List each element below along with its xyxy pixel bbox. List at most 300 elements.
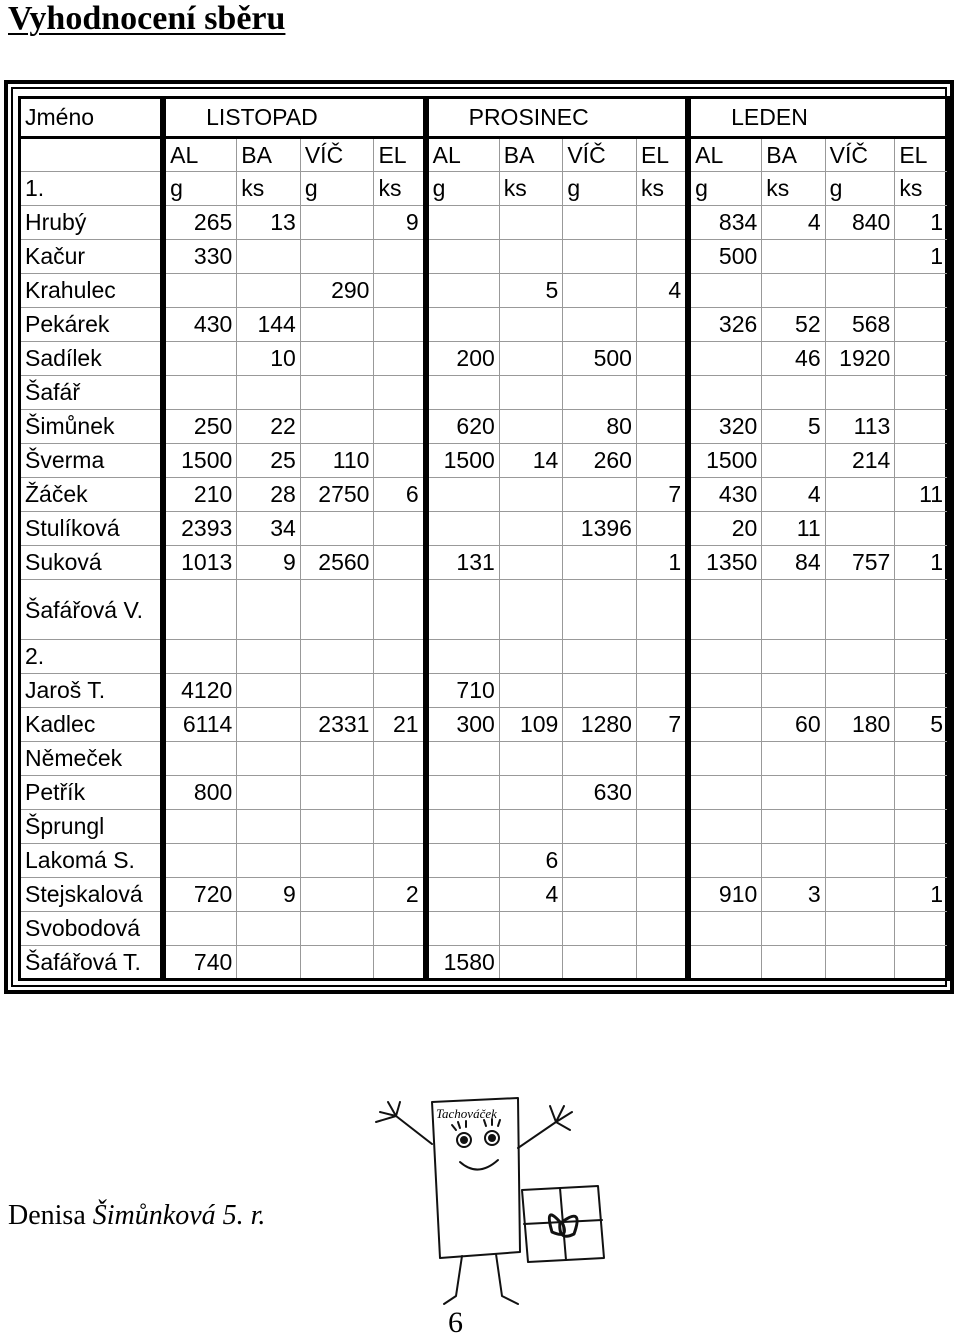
data-cell: 46 (762, 342, 825, 376)
data-cell: 800 (163, 776, 237, 810)
data-cell: 840 (825, 206, 895, 240)
data-cell (163, 274, 237, 308)
data-cell (426, 580, 500, 640)
data-cell (237, 674, 301, 708)
data-cell (563, 878, 637, 912)
data-cell: 21 (374, 708, 426, 742)
table-row (20, 776, 949, 810)
data-cell (563, 946, 637, 980)
data-cell (237, 810, 301, 844)
data-cell (300, 742, 374, 776)
data-cell: 757 (825, 546, 895, 580)
data-cell: 4120 (163, 674, 237, 708)
data-cell (499, 546, 563, 580)
data-cell (762, 674, 825, 708)
data-cell (636, 580, 688, 640)
data-cell (300, 580, 374, 640)
data-cell (237, 776, 301, 810)
data-cell (163, 810, 237, 844)
data-cell (636, 308, 688, 342)
row-name: Němeček (20, 742, 164, 776)
data-cell (237, 640, 301, 674)
material-header: EL (895, 138, 949, 172)
data-cell: 290 (300, 274, 374, 308)
data-cell (163, 742, 237, 776)
data-cell: 1280 (563, 708, 637, 742)
row-name: Šverma (20, 444, 164, 478)
unit-header: g (426, 172, 500, 206)
data-cell: 630 (563, 776, 637, 810)
row-name: Stulíková (20, 512, 164, 546)
data-cell (300, 912, 374, 946)
data-cell: 1013 (163, 546, 237, 580)
unit-header: ks (374, 172, 426, 206)
author-last-name-class: Šimůnková 5. r. (92, 1200, 266, 1231)
data-cell (895, 308, 949, 342)
data-cell (300, 240, 374, 274)
data-cell (499, 512, 563, 546)
data-cell (563, 240, 637, 274)
unit-header: ks (636, 172, 688, 206)
data-cell (895, 810, 949, 844)
row-name: Šimůnek (20, 410, 164, 444)
data-cell (237, 946, 301, 980)
data-cell: 11 (895, 478, 949, 512)
data-cell: 11 (762, 512, 825, 546)
data-cell: 1 (895, 206, 949, 240)
row-name: Lakomá S. (20, 844, 164, 878)
data-cell: 910 (688, 878, 762, 912)
data-cell (688, 640, 762, 674)
data-cell (426, 308, 500, 342)
data-cell: 2750 (300, 478, 374, 512)
table-row (20, 274, 949, 308)
data-cell (300, 810, 374, 844)
data-cell: 4 (499, 878, 563, 912)
mascot-drawing-icon (360, 1082, 640, 1312)
data-cell (563, 640, 637, 674)
unit-header: g (163, 172, 237, 206)
data-cell (825, 640, 895, 674)
data-cell (426, 776, 500, 810)
data-cell: 1500 (688, 444, 762, 478)
row-name: Kačur (20, 240, 164, 274)
data-cell (895, 376, 949, 410)
data-cell: 180 (825, 708, 895, 742)
collection-table-frame (4, 80, 954, 994)
row-name: Stejskalová (20, 878, 164, 912)
data-cell: 6 (374, 478, 426, 512)
data-cell (300, 674, 374, 708)
table-row (20, 946, 949, 980)
material-header: BA (762, 138, 825, 172)
data-cell (762, 844, 825, 878)
data-cell (895, 512, 949, 546)
data-cell: 113 (825, 410, 895, 444)
data-cell: 430 (688, 478, 762, 512)
row-name: Šafářová V. (20, 580, 164, 640)
data-cell: 7 (636, 708, 688, 742)
data-cell: 330 (163, 240, 237, 274)
data-cell (300, 206, 374, 240)
data-cell: 300 (426, 708, 500, 742)
data-cell (636, 810, 688, 844)
data-cell (762, 912, 825, 946)
data-cell (426, 240, 500, 274)
data-cell (825, 512, 895, 546)
data-cell (499, 912, 563, 946)
data-cell: 34 (237, 512, 301, 546)
data-cell (499, 240, 563, 274)
data-cell (762, 274, 825, 308)
unit-header: ks (895, 172, 949, 206)
table-row (20, 708, 949, 742)
data-cell (374, 674, 426, 708)
data-cell (636, 206, 688, 240)
data-cell: 1500 (426, 444, 500, 478)
data-cell (895, 912, 949, 946)
table-row (20, 410, 949, 444)
mascot-caption: Tachováček (436, 1106, 497, 1121)
data-cell: 5 (762, 410, 825, 444)
data-cell (563, 674, 637, 708)
data-cell: 250 (163, 410, 237, 444)
data-cell (237, 240, 301, 274)
data-cell (237, 912, 301, 946)
table-row (20, 674, 949, 708)
data-cell (688, 776, 762, 810)
data-cell: 2331 (300, 708, 374, 742)
data-cell: 5 (499, 274, 563, 308)
data-cell (895, 844, 949, 878)
data-cell (825, 776, 895, 810)
data-cell (499, 640, 563, 674)
data-cell (762, 946, 825, 980)
data-cell (895, 742, 949, 776)
material-header: EL (374, 138, 426, 172)
data-cell (636, 376, 688, 410)
data-cell (762, 810, 825, 844)
unit-header: g (563, 172, 637, 206)
material-header: BA (237, 138, 301, 172)
data-cell (825, 240, 895, 274)
data-cell (426, 742, 500, 776)
data-cell (426, 478, 500, 512)
data-cell (636, 878, 688, 912)
data-cell (762, 240, 825, 274)
data-cell (374, 410, 426, 444)
material-header: EL (636, 138, 688, 172)
data-cell (300, 640, 374, 674)
data-cell (163, 376, 237, 410)
data-cell (374, 946, 426, 980)
row-name: Petřík (20, 776, 164, 810)
data-cell (374, 580, 426, 640)
data-cell (300, 776, 374, 810)
data-cell: 7 (636, 478, 688, 512)
data-cell (374, 308, 426, 342)
data-cell: 6114 (163, 708, 237, 742)
data-cell: 430 (163, 308, 237, 342)
data-cell (688, 742, 762, 776)
data-cell (237, 742, 301, 776)
data-cell: 1580 (426, 946, 500, 980)
data-cell (688, 580, 762, 640)
units-row (20, 172, 949, 206)
data-cell (374, 376, 426, 410)
data-cell (895, 274, 949, 308)
row-name: Hrubý (20, 206, 164, 240)
data-cell: 500 (688, 240, 762, 274)
data-cell (762, 640, 825, 674)
material-header: VÍČ (825, 138, 895, 172)
data-cell: 5 (895, 708, 949, 742)
data-cell: 200 (426, 342, 500, 376)
data-cell: 265 (163, 206, 237, 240)
data-cell (895, 946, 949, 980)
data-cell (300, 376, 374, 410)
row-name: Svobodová (20, 912, 164, 946)
table-row (20, 878, 949, 912)
data-cell (374, 742, 426, 776)
header-name-cell: Jméno (20, 98, 164, 138)
unit-header: g (300, 172, 374, 206)
data-cell (163, 342, 237, 376)
data-cell (636, 946, 688, 980)
data-cell (563, 580, 637, 640)
data-cell: 144 (237, 308, 301, 342)
data-cell (688, 912, 762, 946)
table-row (20, 742, 949, 776)
data-cell: 1 (895, 546, 949, 580)
data-cell (825, 478, 895, 512)
data-cell (688, 810, 762, 844)
table-row (20, 580, 949, 640)
data-cell: 80 (563, 410, 637, 444)
data-cell: 500 (563, 342, 637, 376)
data-cell (636, 776, 688, 810)
table-row (20, 512, 949, 546)
data-cell: 9 (237, 878, 301, 912)
data-cell (374, 776, 426, 810)
unit-header: ks (762, 172, 825, 206)
data-cell (762, 376, 825, 410)
data-cell (825, 674, 895, 708)
data-cell (163, 912, 237, 946)
material-header: BA (499, 138, 563, 172)
data-cell: 14 (499, 444, 563, 478)
data-cell (374, 240, 426, 274)
data-cell (163, 640, 237, 674)
data-cell: 4 (762, 478, 825, 512)
data-cell (563, 308, 637, 342)
data-cell: 1 (895, 878, 949, 912)
data-cell (636, 240, 688, 274)
header-row (20, 98, 949, 138)
data-cell (237, 708, 301, 742)
data-cell (499, 376, 563, 410)
data-cell: 260 (563, 444, 637, 478)
data-cell (426, 878, 500, 912)
row-name: 2. (20, 640, 164, 674)
table-row (20, 640, 949, 674)
data-cell (499, 946, 563, 980)
data-cell (374, 546, 426, 580)
data-cell: 320 (688, 410, 762, 444)
table-row (20, 478, 949, 512)
table-row (20, 810, 949, 844)
data-cell: 3 (762, 878, 825, 912)
data-cell: 28 (237, 478, 301, 512)
data-cell (636, 742, 688, 776)
row-name: Jaroš T. (20, 674, 164, 708)
data-cell (426, 912, 500, 946)
data-cell: 84 (762, 546, 825, 580)
data-cell (374, 912, 426, 946)
data-cell (499, 742, 563, 776)
data-cell: 6 (499, 844, 563, 878)
data-cell: 1920 (825, 342, 895, 376)
data-cell (563, 810, 637, 844)
material-header: VÍČ (563, 138, 637, 172)
data-cell (895, 640, 949, 674)
data-cell: 1 (636, 546, 688, 580)
data-cell (374, 512, 426, 546)
data-cell (426, 640, 500, 674)
unit-header: ks (499, 172, 563, 206)
data-cell (688, 376, 762, 410)
author-first-name: Denisa (8, 1200, 93, 1231)
data-cell: 568 (825, 308, 895, 342)
data-cell (563, 206, 637, 240)
data-cell (762, 580, 825, 640)
data-cell (688, 274, 762, 308)
data-cell (825, 878, 895, 912)
data-cell (499, 810, 563, 844)
data-cell (563, 844, 637, 878)
data-cell (563, 376, 637, 410)
data-cell (163, 844, 237, 878)
data-cell (825, 810, 895, 844)
data-cell (895, 410, 949, 444)
row-name: Šafářová T. (20, 946, 164, 980)
month-header: PROSINEC (426, 98, 689, 138)
author-signature (8, 1200, 265, 1232)
section-label: 1. (20, 172, 164, 206)
data-cell (374, 342, 426, 376)
data-cell (237, 580, 301, 640)
data-cell (300, 512, 374, 546)
data-cell (300, 410, 374, 444)
material-header: VÍČ (300, 138, 374, 172)
data-cell (499, 776, 563, 810)
data-cell: 214 (825, 444, 895, 478)
data-cell: 740 (163, 946, 237, 980)
data-cell: 131 (426, 546, 500, 580)
month-header: LISTOPAD (163, 98, 426, 138)
data-cell (237, 274, 301, 308)
data-cell (895, 776, 949, 810)
data-cell (563, 546, 637, 580)
data-cell (499, 308, 563, 342)
data-cell (300, 308, 374, 342)
data-cell: 1350 (688, 546, 762, 580)
data-cell: 1500 (163, 444, 237, 478)
data-cell (563, 274, 637, 308)
data-cell: 13 (237, 206, 301, 240)
row-name: Suková (20, 546, 164, 580)
data-cell: 1 (895, 240, 949, 274)
data-cell (374, 640, 426, 674)
data-cell: 9 (237, 546, 301, 580)
data-cell (300, 342, 374, 376)
data-cell (895, 444, 949, 478)
data-cell (499, 410, 563, 444)
data-cell (563, 742, 637, 776)
data-cell: 210 (163, 478, 237, 512)
data-cell (688, 844, 762, 878)
data-cell (636, 512, 688, 546)
data-cell (688, 342, 762, 376)
data-cell (636, 912, 688, 946)
data-cell (499, 342, 563, 376)
material-header: AL (163, 138, 237, 172)
table-row (20, 444, 949, 478)
unit-header: ks (237, 172, 301, 206)
data-cell (636, 342, 688, 376)
data-cell (825, 844, 895, 878)
data-cell (688, 946, 762, 980)
data-cell: 326 (688, 308, 762, 342)
data-cell (636, 410, 688, 444)
data-cell (762, 742, 825, 776)
unit-header: g (688, 172, 762, 206)
row-name: Krahulec (20, 274, 164, 308)
data-cell (563, 478, 637, 512)
data-cell: 4 (762, 206, 825, 240)
data-cell (163, 580, 237, 640)
row-name: Pekárek (20, 308, 164, 342)
data-cell (688, 674, 762, 708)
data-cell (300, 878, 374, 912)
data-cell (762, 444, 825, 478)
data-cell (895, 580, 949, 640)
table-row (20, 546, 949, 580)
data-cell (374, 810, 426, 844)
data-cell (895, 674, 949, 708)
data-cell (499, 206, 563, 240)
data-cell: 109 (499, 708, 563, 742)
data-cell: 2 (374, 878, 426, 912)
data-cell: 2560 (300, 546, 374, 580)
collection-table (18, 96, 950, 981)
data-cell (825, 742, 895, 776)
data-cell (825, 580, 895, 640)
materials-label-cell (20, 138, 164, 172)
material-header: AL (688, 138, 762, 172)
data-cell: 52 (762, 308, 825, 342)
data-cell: 720 (163, 878, 237, 912)
mascot-drawing (360, 1082, 640, 1312)
table-row (20, 206, 949, 240)
data-cell (300, 946, 374, 980)
data-cell (499, 580, 563, 640)
data-cell (374, 844, 426, 878)
data-cell: 22 (237, 410, 301, 444)
row-name: Žáček (20, 478, 164, 512)
data-cell (825, 912, 895, 946)
row-name: Šafář (20, 376, 164, 410)
